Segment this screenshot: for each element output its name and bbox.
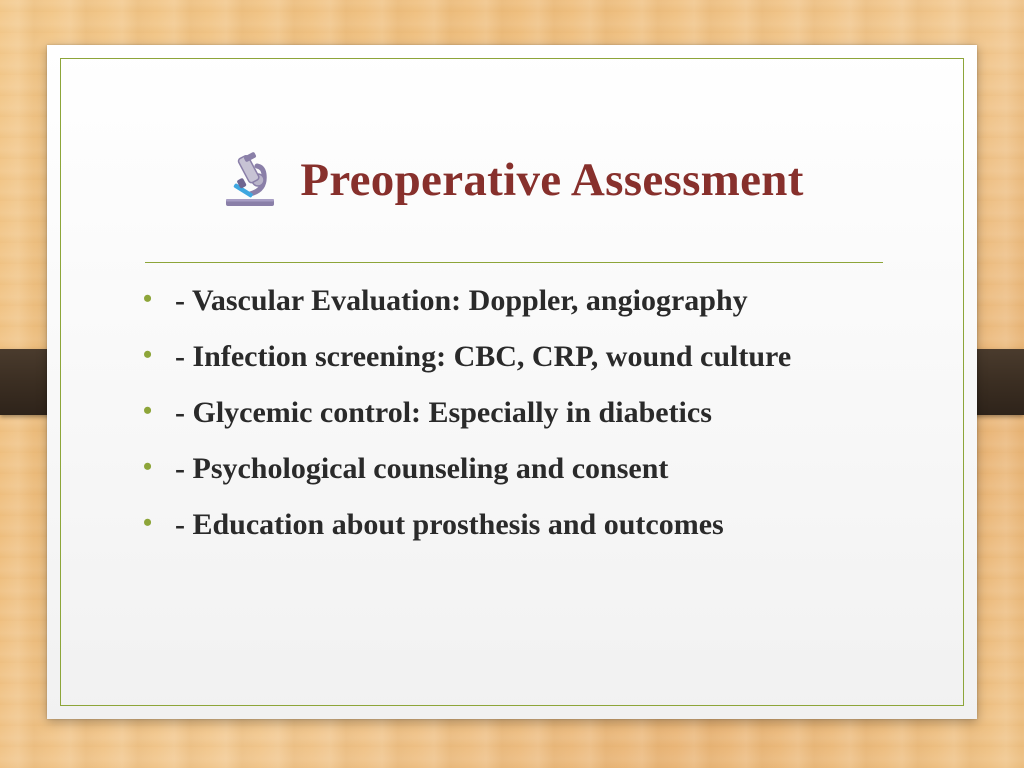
bullet-item [143,281,883,320]
bullet-text: - Infection screening: CBC, CRP, wound culture [175,340,792,373]
bullet-dot: • [143,396,153,425]
bullet-text: - Education about prosthesis and outcomes [175,508,724,541]
bullet-dot: • [143,452,153,481]
slide-card [47,45,977,719]
bullet-dot: • [143,508,153,537]
bullet-item [143,449,883,488]
bullet-item [143,393,883,432]
bullet-text: - Vascular Evaluation: Doppler, angiography [175,284,748,317]
bullet-dot: • [143,340,153,369]
bullet-text: - Glycemic control: Especially in diabetics [175,396,712,429]
bullet-item [143,337,883,376]
bullet-dot: • [143,284,153,313]
title-divider [145,262,883,263]
bullet-list [143,281,883,561]
slide-title-row [47,145,977,215]
microscope-icon [220,150,280,210]
bullet-item [143,505,883,544]
slide-title: Preoperative Assessment [300,153,804,206]
bullet-text: - Psychological counseling and consent [175,452,669,485]
